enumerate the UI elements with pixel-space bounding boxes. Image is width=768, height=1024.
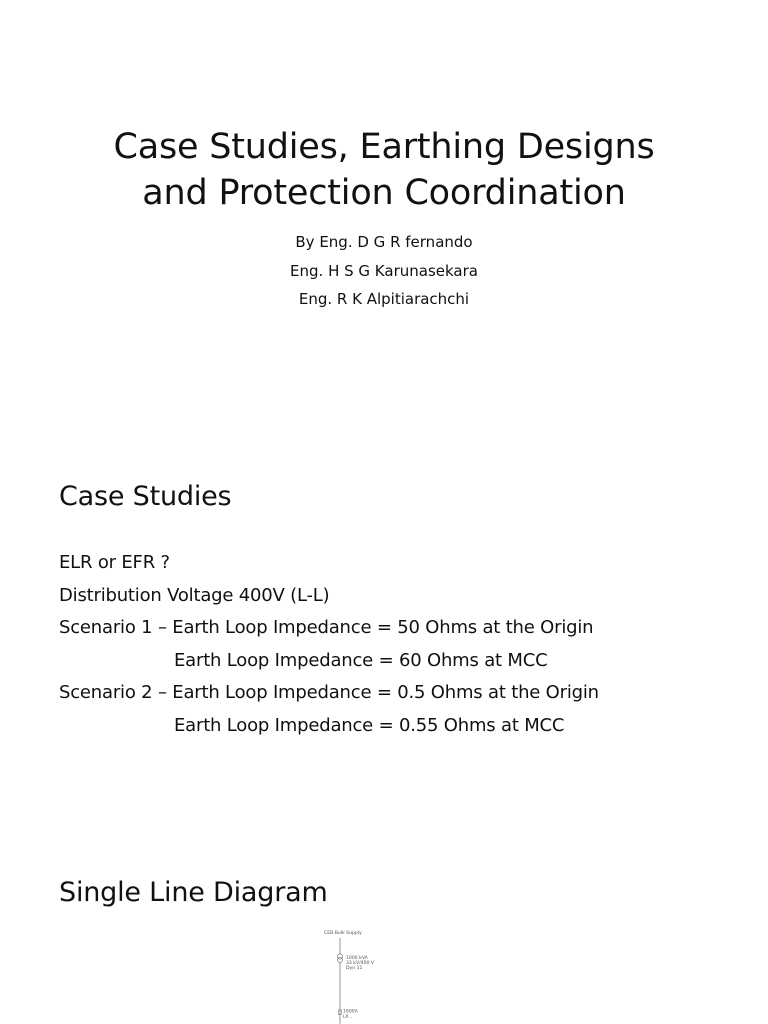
main-title-line-1: Case Studies, Earthing Designs: [113, 127, 655, 167]
main-title: [0, 124, 768, 216]
case-studies-heading: Case Studies: [59, 481, 232, 512]
case-studies-slide: [0, 430, 768, 760]
author-list: [0, 228, 768, 314]
main-title-line-2: and Protection Coordination: [142, 173, 626, 213]
author-3: Eng. R K Alpitiarachchi: [298, 290, 470, 308]
single-line-diagram-slide: [0, 840, 768, 1024]
case-studies-body: [59, 547, 599, 742]
title-slide: [0, 0, 768, 360]
author-2: Eng. H S G Karunasekara: [290, 261, 478, 280]
case-line-scenario-2: Scenario 2 – Earth Loop Impedance = 0.5 Ohms at the Origin: [59, 682, 599, 703]
case-line-voltage: Distribution Voltage 400V (L-L): [59, 584, 330, 606]
single-line-diagram-drawing: [318, 928, 408, 1024]
transformer-secondary-winding: [337, 957, 342, 962]
transformer-rating: 1000 kVA: [346, 956, 368, 961]
case-line-question: ELR or EFR ?: [59, 552, 170, 573]
case-line-scenario-1-mcc: Earth Loop Impedance = 60 Ohms at MCC: [174, 649, 548, 671]
transformer-vector-group: Dyn 11: [346, 966, 363, 971]
supply-label: CEB Bulk Supply: [324, 931, 362, 936]
breaker-type: LP...: [343, 1015, 352, 1020]
case-line-scenario-2-mcc: Earth Loop Impedance = 0.55 Ohms at MCC: [174, 714, 565, 736]
single-line-diagram: [318, 928, 408, 1024]
single-line-diagram-heading: Single Line Diagram: [59, 877, 328, 908]
author-1: By Eng. D G R fernando: [295, 233, 473, 251]
breaker-rating: 1600A: [343, 1009, 358, 1015]
transformer-voltage: 33 kV/400 V: [346, 961, 375, 966]
case-line-scenario-1: Scenario 1 – Earth Loop Impedance = 50 Ohms at the Origin: [59, 617, 594, 638]
